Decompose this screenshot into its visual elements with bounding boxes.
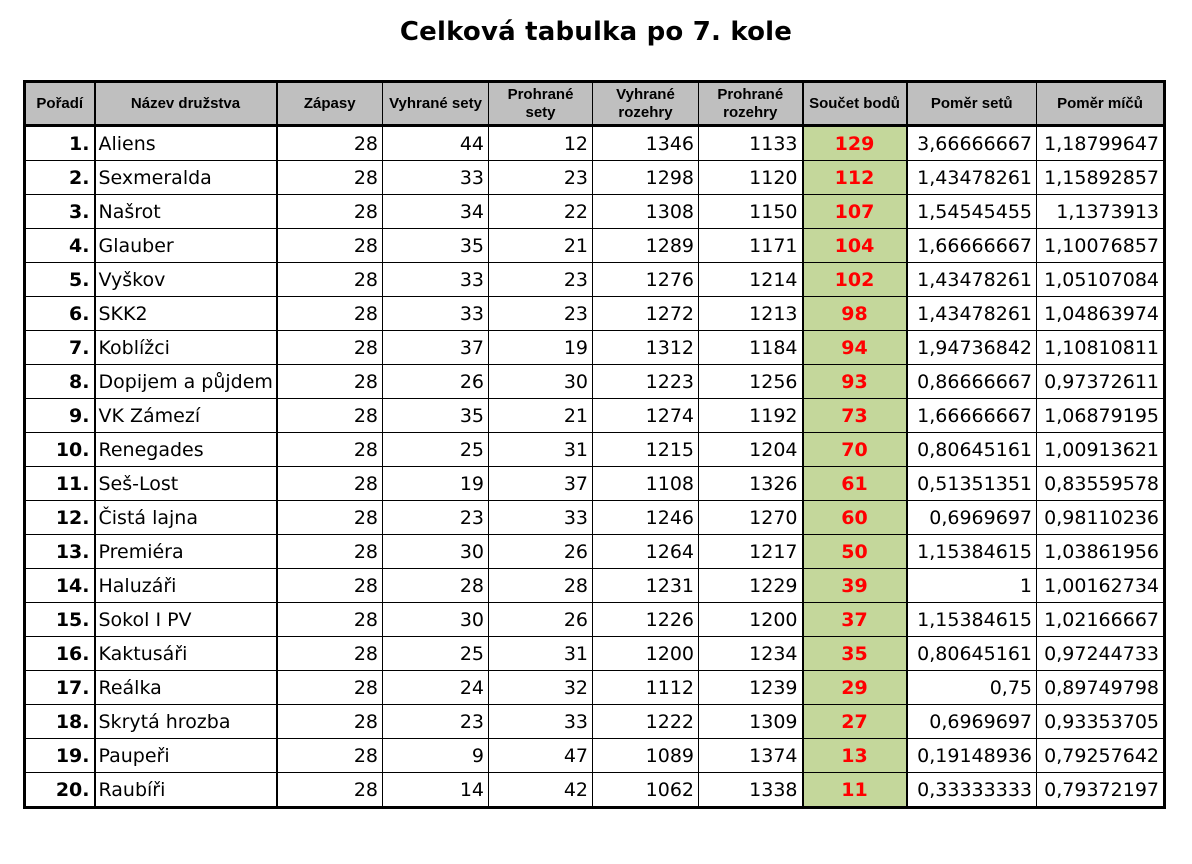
cell-rallies-lost: 1309 <box>699 705 803 739</box>
table-row <box>25 331 1165 365</box>
cell-rank: 16. <box>25 637 95 671</box>
cell-rallies-lost: 1229 <box>699 569 803 603</box>
table-row <box>25 705 1165 739</box>
cell-rank: 8. <box>25 365 95 399</box>
cell-rallies-lost: 1133 <box>699 126 803 161</box>
cell-rallies-won: 1346 <box>593 126 699 161</box>
header-rallies-lost: Prohrané rozehry <box>699 82 803 126</box>
cell-rallies-lost: 1204 <box>699 433 803 467</box>
cell-rallies-lost: 1184 <box>699 331 803 365</box>
cell-ball-ratio: 1,03861956 <box>1037 535 1165 569</box>
cell-points: 73 <box>803 399 907 433</box>
table-row <box>25 603 1165 637</box>
cell-rallies-lost: 1256 <box>699 365 803 399</box>
cell-sets-lost: 37 <box>489 467 593 501</box>
cell-ball-ratio: 1,10810811 <box>1037 331 1165 365</box>
header-team: Název družstva <box>95 82 277 126</box>
cell-points: 102 <box>803 263 907 297</box>
cell-ball-ratio: 1,1373913 <box>1037 195 1165 229</box>
cell-sets-won: 24 <box>383 671 489 705</box>
cell-matches: 28 <box>277 229 383 263</box>
cell-ball-ratio: 1,10076857 <box>1037 229 1165 263</box>
table-body <box>25 126 1165 808</box>
header-points: Součet bodů <box>803 82 907 126</box>
table-row <box>25 671 1165 705</box>
table-row <box>25 433 1165 467</box>
cell-sets-won: 33 <box>383 263 489 297</box>
cell-set-ratio: 0,33333333 <box>907 773 1037 808</box>
cell-rallies-won: 1223 <box>593 365 699 399</box>
cell-team: Sokol I PV <box>95 603 277 637</box>
cell-rank: 20. <box>25 773 95 808</box>
cell-rank: 18. <box>25 705 95 739</box>
cell-sets-won: 30 <box>383 603 489 637</box>
cell-rallies-lost: 1326 <box>699 467 803 501</box>
cell-rallies-won: 1298 <box>593 161 699 195</box>
cell-rallies-won: 1246 <box>593 501 699 535</box>
cell-set-ratio: 0,6969697 <box>907 501 1037 535</box>
cell-ball-ratio: 1,15892857 <box>1037 161 1165 195</box>
standings-table <box>23 80 1166 809</box>
cell-ball-ratio: 0,97244733 <box>1037 637 1165 671</box>
table-row <box>25 126 1165 161</box>
cell-sets-won: 19 <box>383 467 489 501</box>
table-row <box>25 637 1165 671</box>
table-row <box>25 535 1165 569</box>
cell-sets-won: 26 <box>383 365 489 399</box>
cell-points: 61 <box>803 467 907 501</box>
header-set-ratio: Poměr setů <box>907 82 1037 126</box>
cell-set-ratio: 1,43478261 <box>907 263 1037 297</box>
cell-rallies-won: 1272 <box>593 297 699 331</box>
cell-ball-ratio: 0,93353705 <box>1037 705 1165 739</box>
cell-set-ratio: 1,94736842 <box>907 331 1037 365</box>
cell-matches: 28 <box>277 535 383 569</box>
cell-set-ratio: 1 <box>907 569 1037 603</box>
cell-ball-ratio: 0,89749798 <box>1037 671 1165 705</box>
cell-rallies-lost: 1217 <box>699 535 803 569</box>
cell-team: SKK2 <box>95 297 277 331</box>
cell-sets-lost: 32 <box>489 671 593 705</box>
cell-ball-ratio: 0,98110236 <box>1037 501 1165 535</box>
cell-set-ratio: 1,66666667 <box>907 229 1037 263</box>
cell-set-ratio: 0,6969697 <box>907 705 1037 739</box>
cell-sets-lost: 26 <box>489 535 593 569</box>
cell-ball-ratio: 1,00162734 <box>1037 569 1165 603</box>
cell-sets-lost: 23 <box>489 263 593 297</box>
cell-sets-lost: 42 <box>489 773 593 808</box>
table-row <box>25 739 1165 773</box>
cell-sets-won: 30 <box>383 535 489 569</box>
cell-sets-lost: 22 <box>489 195 593 229</box>
cell-sets-lost: 26 <box>489 603 593 637</box>
cell-points: 70 <box>803 433 907 467</box>
cell-points: 35 <box>803 637 907 671</box>
cell-sets-lost: 31 <box>489 637 593 671</box>
cell-rank: 15. <box>25 603 95 637</box>
cell-matches: 28 <box>277 603 383 637</box>
cell-matches: 28 <box>277 126 383 161</box>
cell-sets-won: 33 <box>383 297 489 331</box>
cell-rallies-won: 1062 <box>593 773 699 808</box>
cell-ball-ratio: 1,18799647 <box>1037 126 1165 161</box>
cell-matches: 28 <box>277 467 383 501</box>
cell-rank: 1. <box>25 126 95 161</box>
cell-matches: 28 <box>277 331 383 365</box>
cell-rank: 2. <box>25 161 95 195</box>
cell-ball-ratio: 1,06879195 <box>1037 399 1165 433</box>
cell-matches: 28 <box>277 773 383 808</box>
cell-set-ratio: 1,43478261 <box>907 297 1037 331</box>
cell-team: Reálka <box>95 671 277 705</box>
cell-set-ratio: 3,66666667 <box>907 126 1037 161</box>
cell-matches: 28 <box>277 263 383 297</box>
cell-sets-lost: 28 <box>489 569 593 603</box>
cell-rank: 17. <box>25 671 95 705</box>
cell-ball-ratio: 0,79257642 <box>1037 739 1165 773</box>
cell-matches: 28 <box>277 671 383 705</box>
cell-rallies-won: 1312 <box>593 331 699 365</box>
cell-set-ratio: 1,15384615 <box>907 603 1037 637</box>
cell-points: 13 <box>803 739 907 773</box>
cell-team: Kaktusáři <box>95 637 277 671</box>
table-row <box>25 229 1165 263</box>
cell-team: Renegades <box>95 433 277 467</box>
cell-points: 29 <box>803 671 907 705</box>
cell-team: Koblížci <box>95 331 277 365</box>
standings-table-container <box>23 80 1163 809</box>
cell-sets-won: 23 <box>383 501 489 535</box>
cell-rallies-won: 1264 <box>593 535 699 569</box>
cell-points: 129 <box>803 126 907 161</box>
cell-sets-won: 9 <box>383 739 489 773</box>
cell-rallies-won: 1215 <box>593 433 699 467</box>
cell-rank: 7. <box>25 331 95 365</box>
cell-ball-ratio: 0,83559578 <box>1037 467 1165 501</box>
cell-rallies-won: 1308 <box>593 195 699 229</box>
cell-rallies-lost: 1120 <box>699 161 803 195</box>
cell-rank: 5. <box>25 263 95 297</box>
cell-ball-ratio: 1,02166667 <box>1037 603 1165 637</box>
cell-rank: 14. <box>25 569 95 603</box>
cell-ball-ratio: 1,05107084 <box>1037 263 1165 297</box>
cell-set-ratio: 1,54545455 <box>907 195 1037 229</box>
cell-team: Vyškov <box>95 263 277 297</box>
cell-set-ratio: 1,66666667 <box>907 399 1037 433</box>
cell-sets-won: 44 <box>383 126 489 161</box>
cell-matches: 28 <box>277 433 383 467</box>
cell-matches: 28 <box>277 195 383 229</box>
cell-sets-lost: 23 <box>489 161 593 195</box>
cell-matches: 28 <box>277 739 383 773</box>
cell-matches: 28 <box>277 161 383 195</box>
cell-ball-ratio: 0,79372197 <box>1037 773 1165 808</box>
table-row <box>25 297 1165 331</box>
cell-sets-won: 34 <box>383 195 489 229</box>
cell-points: 104 <box>803 229 907 263</box>
cell-rank: 11. <box>25 467 95 501</box>
cell-rallies-lost: 1234 <box>699 637 803 671</box>
cell-sets-lost: 21 <box>489 399 593 433</box>
cell-rallies-lost: 1239 <box>699 671 803 705</box>
table-row <box>25 399 1165 433</box>
cell-team: VK Zámezí <box>95 399 277 433</box>
cell-rallies-lost: 1192 <box>699 399 803 433</box>
header-sets-won: Vyhrané sety <box>383 82 489 126</box>
cell-points: 112 <box>803 161 907 195</box>
cell-ball-ratio: 1,04863974 <box>1037 297 1165 331</box>
cell-sets-won: 28 <box>383 569 489 603</box>
cell-points: 60 <box>803 501 907 535</box>
cell-points: 37 <box>803 603 907 637</box>
cell-matches: 28 <box>277 637 383 671</box>
cell-team: Sexmeralda <box>95 161 277 195</box>
cell-points: 98 <box>803 297 907 331</box>
cell-rank: 9. <box>25 399 95 433</box>
cell-sets-lost: 31 <box>489 433 593 467</box>
cell-points: 94 <box>803 331 907 365</box>
cell-sets-lost: 33 <box>489 705 593 739</box>
cell-rank: 3. <box>25 195 95 229</box>
cell-team: Našrot <box>95 195 277 229</box>
cell-sets-lost: 23 <box>489 297 593 331</box>
cell-sets-lost: 47 <box>489 739 593 773</box>
cell-rallies-won: 1231 <box>593 569 699 603</box>
page-title: Celková tabulka po 7. kole <box>399 17 793 47</box>
cell-sets-won: 25 <box>383 637 489 671</box>
cell-sets-lost: 21 <box>489 229 593 263</box>
cell-rallies-won: 1108 <box>593 467 699 501</box>
cell-team: Premiéra <box>95 535 277 569</box>
cell-rallies-lost: 1338 <box>699 773 803 808</box>
cell-points: 107 <box>803 195 907 229</box>
cell-sets-won: 14 <box>383 773 489 808</box>
cell-rallies-won: 1226 <box>593 603 699 637</box>
cell-rallies-won: 1222 <box>593 705 699 739</box>
cell-matches: 28 <box>277 297 383 331</box>
table-row <box>25 195 1165 229</box>
cell-set-ratio: 1,15384615 <box>907 535 1037 569</box>
cell-team: Čistá lajna <box>95 501 277 535</box>
cell-rallies-won: 1200 <box>593 637 699 671</box>
cell-team: Dopijem a půjdem <box>95 365 277 399</box>
cell-matches: 28 <box>277 705 383 739</box>
cell-sets-won: 37 <box>383 331 489 365</box>
cell-ball-ratio: 1,00913621 <box>1037 433 1165 467</box>
cell-sets-won: 33 <box>383 161 489 195</box>
cell-set-ratio: 0,86666667 <box>907 365 1037 399</box>
cell-matches: 28 <box>277 365 383 399</box>
cell-points: 93 <box>803 365 907 399</box>
cell-team: Seš-Lost <box>95 467 277 501</box>
cell-sets-lost: 33 <box>489 501 593 535</box>
cell-rallies-lost: 1214 <box>699 263 803 297</box>
cell-rallies-lost: 1213 <box>699 297 803 331</box>
cell-team: Haluzáři <box>95 569 277 603</box>
cell-set-ratio: 0,19148936 <box>907 739 1037 773</box>
cell-rallies-won: 1289 <box>593 229 699 263</box>
table-row <box>25 365 1165 399</box>
cell-rallies-won: 1274 <box>593 399 699 433</box>
cell-matches: 28 <box>277 501 383 535</box>
cell-ball-ratio: 0,97372611 <box>1037 365 1165 399</box>
header-sets-lost: Prohrané sety <box>489 82 593 126</box>
cell-sets-lost: 12 <box>489 126 593 161</box>
cell-rallies-lost: 1270 <box>699 501 803 535</box>
cell-rank: 6. <box>25 297 95 331</box>
cell-rank: 10. <box>25 433 95 467</box>
table-row <box>25 501 1165 535</box>
table-row <box>25 467 1165 501</box>
cell-rallies-won: 1276 <box>593 263 699 297</box>
header-rank: Pořadí <box>25 82 95 126</box>
cell-team: Skrytá hrozba <box>95 705 277 739</box>
cell-rallies-lost: 1374 <box>699 739 803 773</box>
cell-rallies-lost: 1200 <box>699 603 803 637</box>
cell-matches: 28 <box>277 399 383 433</box>
cell-team: Glauber <box>95 229 277 263</box>
cell-team: Aliens <box>95 126 277 161</box>
header-rallies-won: Vyhrané rozehry <box>593 82 699 126</box>
cell-sets-won: 23 <box>383 705 489 739</box>
cell-set-ratio: 1,43478261 <box>907 161 1037 195</box>
table-row <box>25 773 1165 808</box>
cell-sets-won: 35 <box>383 399 489 433</box>
cell-points: 27 <box>803 705 907 739</box>
cell-rank: 13. <box>25 535 95 569</box>
table-row <box>25 263 1165 297</box>
cell-rank: 19. <box>25 739 95 773</box>
cell-sets-lost: 19 <box>489 331 593 365</box>
cell-rallies-lost: 1150 <box>699 195 803 229</box>
cell-set-ratio: 0,80645161 <box>907 433 1037 467</box>
header-matches: Zápasy <box>277 82 383 126</box>
cell-sets-won: 25 <box>383 433 489 467</box>
table-row <box>25 161 1165 195</box>
cell-points: 11 <box>803 773 907 808</box>
cell-team: Paupeři <box>95 739 277 773</box>
cell-rallies-won: 1089 <box>593 739 699 773</box>
table-header-row <box>25 82 1165 126</box>
cell-rank: 4. <box>25 229 95 263</box>
cell-points: 50 <box>803 535 907 569</box>
cell-rank: 12. <box>25 501 95 535</box>
cell-sets-won: 35 <box>383 229 489 263</box>
cell-set-ratio: 0,80645161 <box>907 637 1037 671</box>
header-ball-ratio: Poměr míčů <box>1037 82 1165 126</box>
cell-set-ratio: 0,75 <box>907 671 1037 705</box>
cell-rallies-won: 1112 <box>593 671 699 705</box>
cell-points: 39 <box>803 569 907 603</box>
cell-set-ratio: 0,51351351 <box>907 467 1037 501</box>
cell-team: Raubíři <box>95 773 277 808</box>
cell-sets-lost: 30 <box>489 365 593 399</box>
cell-rallies-lost: 1171 <box>699 229 803 263</box>
cell-matches: 28 <box>277 569 383 603</box>
table-row <box>25 569 1165 603</box>
